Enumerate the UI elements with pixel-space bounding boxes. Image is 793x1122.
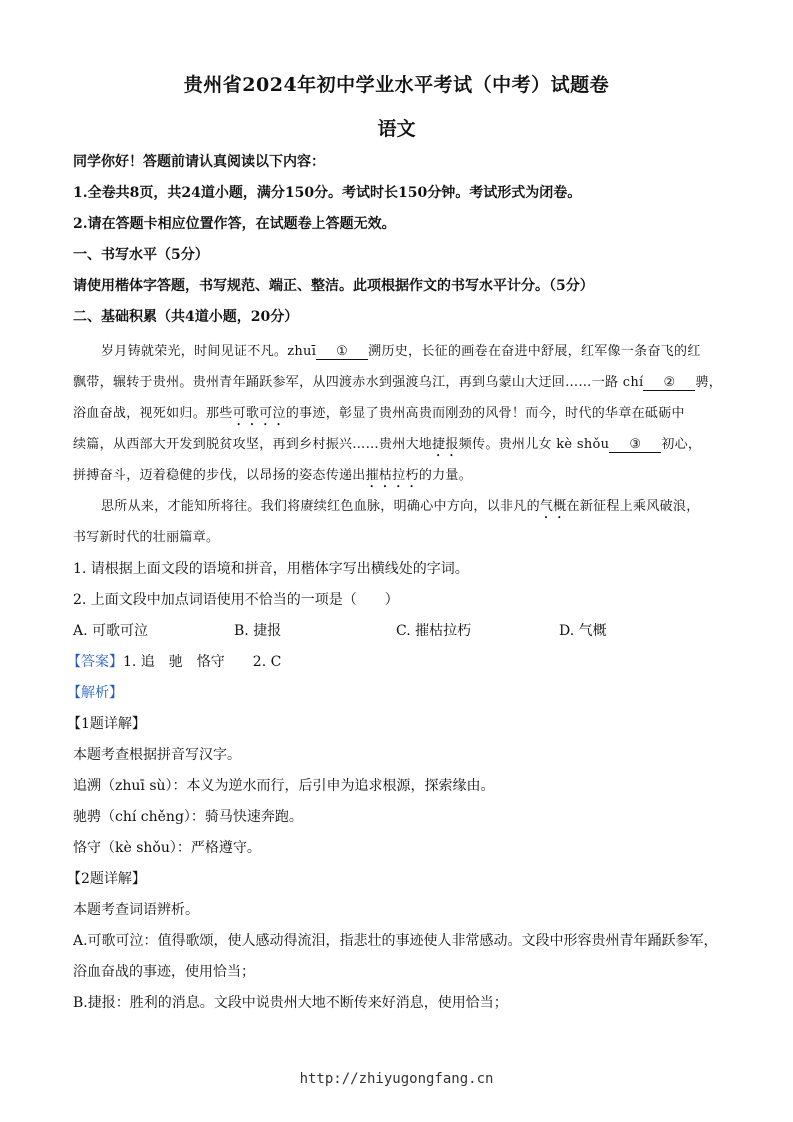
subject-title: 语文	[377, 118, 416, 140]
blank-2: ②	[643, 376, 695, 391]
option-d: D. 气概	[559, 623, 607, 639]
question-2: 2. 上面文段中加点词语使用不恰当的一项是（ ）	[73, 592, 399, 608]
analysis-tag: 【解析】	[67, 685, 123, 701]
passage-line-5: 拼搏奋斗，迈着稳健的步伐，以昂扬的姿态传递出摧枯拉朽的力量。	[73, 468, 473, 483]
section1-text: 请使用楷体字答题，书写规范、端正、整洁。此项根据作文的书写水平计分。（5分）	[73, 278, 594, 294]
detail2-option-a-line-1: A.可歌可泣：值得歌颂，使人感动得流泪，指悲壮的事迹使人非常感动。文段中形容贵州青年踊跃参军，	[73, 933, 718, 949]
detail1-heading: 【1题详解】	[67, 716, 146, 732]
detail2-option-b: B.捷报：胜利的消息。文段中说贵州大地不断传来好消息，使用恰当；	[73, 995, 508, 1011]
passage-line-4: 续篇，从西部大开发到脱贫攻坚，再到乡村振兴……贵州大地捷报频传。贵州儿女 kè shǒu ③ 初心，	[73, 437, 702, 452]
detail2-intro: 本题考查词语辨析。	[73, 902, 199, 918]
detail1-intro: 本题考查根据拼音写汉字。	[73, 747, 241, 763]
answer-line	[67, 651, 281, 671]
dotted-word-2: 捷报	[432, 437, 459, 452]
passage-line-1: 岁月铸就荣光，时间见证不凡。zhuī ① 溯历史，长征的画卷在奋进中舒展，红军像一条奋飞的红	[101, 344, 701, 359]
detail2-heading: 【2题详解】	[67, 871, 146, 887]
passage-line-7: 书写新时代的壮丽篇章。	[73, 530, 220, 545]
footer-url: http://zhiyugongfang.cn	[299, 1071, 494, 1087]
blank-3: ③	[609, 438, 661, 453]
notice-item-2: 2.请在答题卡相应位置作答，在试题卷上答题无效。	[73, 216, 396, 232]
blank-1: ①	[316, 345, 368, 360]
passage-line-6: 思所从来，才能知所将往。我们将赓续红色血脉，明确心中方向，以非凡的气概在新征程上乘风破浪，	[101, 499, 700, 514]
answer-text: 1. 追 驰 恪守 2. C	[123, 654, 282, 670]
section1-heading: 一、书写水平（5分）	[73, 247, 209, 263]
notice-greeting: 同学你好！答题前请认真阅读以下内容：	[73, 154, 325, 170]
detail2-option-a-line-2: 浴血奋战的事迹，使用恰当；	[73, 964, 255, 980]
question-1: 1. 请根据上面文段的语境和拼音，用楷体字写出横线处的字词。	[73, 561, 469, 577]
option-c: C. 摧枯拉朽	[396, 623, 472, 639]
answer-tag: 【答案】	[67, 654, 123, 670]
dotted-word-4: 气概	[539, 499, 567, 514]
section2-heading: 二、基础积累（共4道小题，20分）	[73, 309, 299, 325]
detail1-word-2: 驰骋（chí chěng）：骑马快速奔跑。	[73, 809, 303, 825]
page-title: 贵州省2024年初中学业水平考试（中考）试题卷	[183, 74, 610, 96]
detail1-word-3: 恪守（kè shǒu）：严格遵守。	[73, 840, 261, 856]
dotted-word-3: 摧枯拉朽	[365, 468, 419, 483]
detail1-word-1: 追溯（zhuī sù）：本义为逆水而行，后引申为追求根源，探索缘由。	[73, 778, 495, 794]
passage-line-3: 浴血奋战，视死如归。那些可歌可泣的事迹，彰显了贵州高贵而刚劲的风骨！而今，时代的华章在砥砺中	[73, 406, 685, 421]
option-b: B. 捷报	[234, 623, 282, 639]
notice-item-1: 1.全卷共8页，共24道小题，满分150分。考试时长150分钟。考试形式为闭卷。	[73, 185, 582, 201]
option-a: A. 可歌可泣	[73, 623, 149, 639]
dotted-word-1: 可歌可泣	[232, 406, 286, 421]
passage-line-2: 飘带，辗转于贵州。贵州青年踊跃参军，从四渡赤水到强渡乌江，再到乌蒙山大迂回……一路 chí ② 骋，	[73, 375, 723, 390]
